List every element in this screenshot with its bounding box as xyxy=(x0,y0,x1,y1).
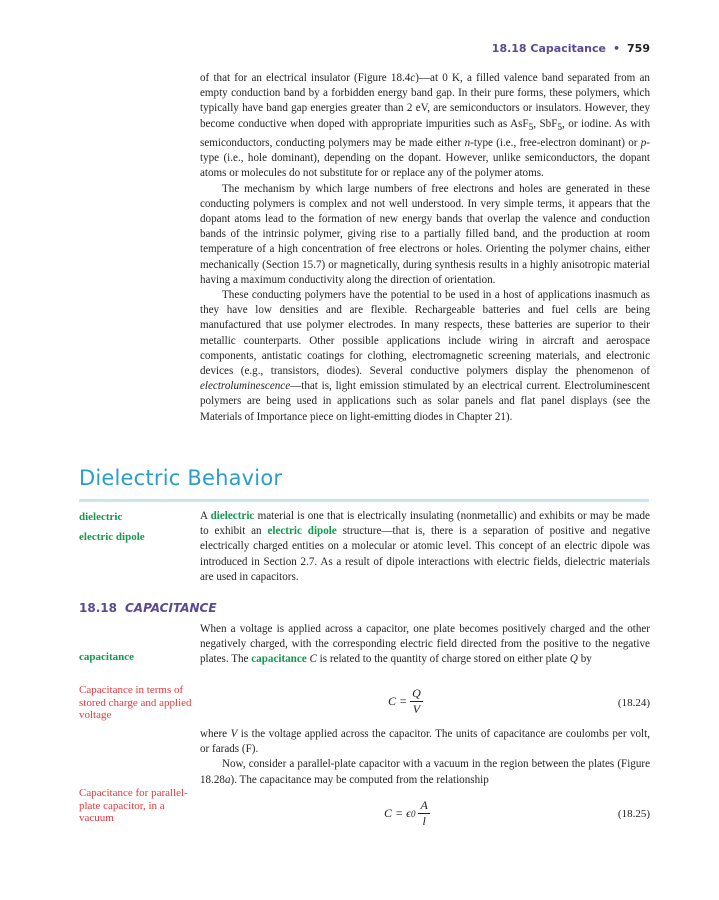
conducting-polymers-text xyxy=(200,71,650,425)
margin-note-parallel-plate-capacitance: Capacitance for parallel-plate capacitor, in a vacuum xyxy=(79,787,188,825)
key-term: dielectric xyxy=(210,510,255,522)
equation-number: (18.24) xyxy=(617,697,650,709)
margin-term-electric-dipole: electric dipole xyxy=(79,531,145,543)
margin-term-dielectric: dielectric xyxy=(79,511,123,523)
heading-rule xyxy=(79,499,649,502)
page-number: 759 xyxy=(627,42,650,55)
running-head-separator: • xyxy=(613,42,621,55)
section-heading-dielectric-behavior: Dielectric Behavior xyxy=(79,466,283,490)
margin-term-capacitance: capacitance xyxy=(79,651,134,663)
running-head-section: 18.18 Capacitance xyxy=(491,42,606,55)
capacitance-text-1 xyxy=(200,622,650,668)
fraction: $\frac{A}{l}$ xyxy=(420,798,428,828)
paragraph: These conducting polymers have the potential to be used in a host of applications inasmuch as they have low densities and are flexible. Rechargeable batteries and fuel cells are being manufactured that use polymer electrodes. In many respects, these batteries are superior to their metallic counterparts. Other possible applications include wiring in aircraft and aerospace components, antistatic coatings for clothing, electromagnetic screening materials, and electronic devices (e.g., transistors, diodes). Several conductive polymers display the phenomenon of electroluminescence—that is, light emission stimulated by an electrical current. Electroluminescent polymers are being used in applications such as solar panels and flat panel displays (see the Materials of Importance piece on light-emitting diodes in Chapter 21). xyxy=(200,289,650,423)
running-head xyxy=(492,42,650,55)
equation-18-25: C = ϵ 0 $\frac{A}{l}$ xyxy=(384,798,428,828)
paragraph: When a voltage is applied across a capacitor, one plate becomes positively charged and the other negatively charged, with the corresponding electric field directed from the positive to the negative plates. The capacitance C is related to the quantity of charge stored on either plate Q by xyxy=(200,623,650,666)
paragraph: where V is the voltage applied across the capacitor. The units of capacitance are coulombs per volt, or farads (F). xyxy=(200,728,650,756)
key-term: capacitance xyxy=(251,653,307,666)
dielectric-text xyxy=(200,509,650,585)
equation-number: (18.25) xyxy=(617,808,650,820)
paragraph: Now, consider a parallel-plate capacitor with a vacuum in the region between the plates (Figure 18.28a). The capacitance may be computed from the relationship xyxy=(200,758,650,786)
section-title: CAPACITANCE xyxy=(124,601,217,615)
fraction: $\frac{Q}{V}$ xyxy=(412,686,421,716)
paragraph: of that for an electrical insulator (Figure 18.4c)—at 0 K, a filled valence band separated from an empty conduction band by a forbidden energy band gap. In their pure forms, these polymers, which typically have band gap energies greater than 2 eV, are semiconductors or insulators. However, they become conductive when doped with appropriate impurities such as AsF$_5$, SbF$_5$, or iodine. As with semiconductors, conducting polymers may be made either n-type (i.e., free-electron dominant) or p-type (i.e., hole dominant), depending on the dopant. However, unlike semiconductors, the dopant atoms or molecules do not substitute for or replace any of the polymer atoms. xyxy=(200,72,650,180)
key-term: electric dipole xyxy=(267,525,337,538)
paragraph: The mechanism by which large numbers of free electrons and holes are generated in these conducting polymers is complex and not well understood. In very simple terms, it appears that the dopant atoms lead to the formation of new energy bands that overlap the valence and conduction bands of the intrinsic polymer, giving rise to a partially filled band, and the production at room temperature of a high concentration of free electrons or holes. Orienting the polymer chains, either mechanically (Section 15.7) or magnetically, during synthesis results in a highly anisotropic material having a maximum conductivity along the direction of orientation. xyxy=(200,182,650,286)
margin-note-capacitance-stored-charge: Capacitance in terms of stored charge and applied voltage xyxy=(79,684,192,722)
section-number: 18.18 xyxy=(79,601,117,615)
subsection-heading-capacitance xyxy=(79,601,217,615)
paragraph: A dielectric material is one that is electrically insulating (nonmetallic) and exhibits or may be made to exhibit an electric dipole structure—that is, there is a separation of positive and negative electrically charged entities on a molecular or atomic level. This concept of an electric dipole was introduced in Section 2.7. As a result of dipole interactions with electric fields, dielectric materials are used in capacitors. xyxy=(200,510,650,583)
capacitance-text-2 xyxy=(200,727,650,788)
equation-18-24: C = $\frac{Q}{V}$ xyxy=(388,686,421,716)
